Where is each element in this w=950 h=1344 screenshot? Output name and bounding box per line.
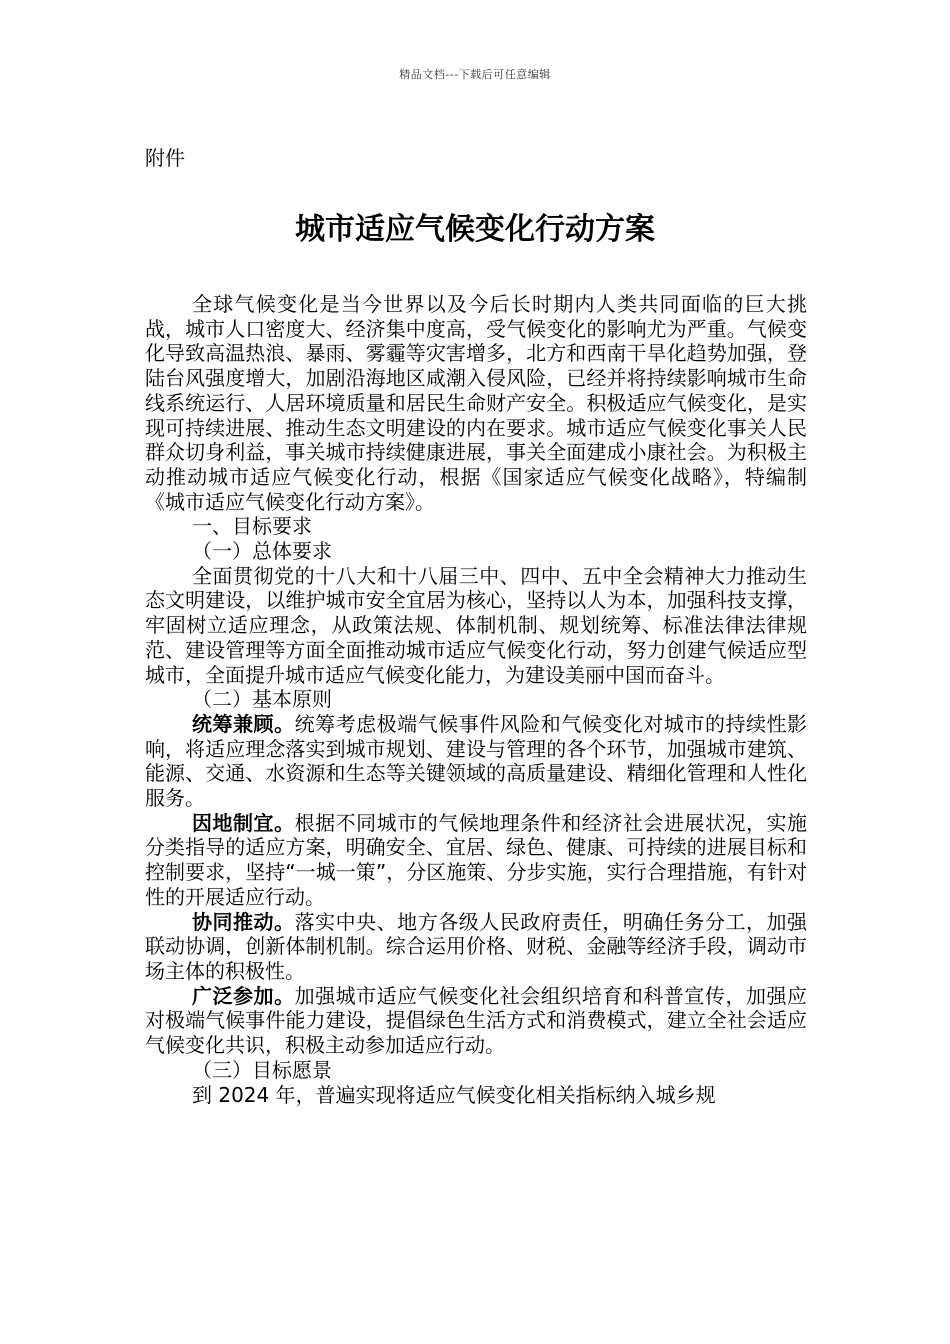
document-body [145,292,807,1107]
paragraph-text: 到 2024 年，普遍实现将适应气候变化相关指标纳入城乡规 [192,1082,716,1107]
paragraph-principle-overall-planning [145,712,807,811]
subsection-heading-principles [145,687,807,712]
paragraph-principle-coordination [145,910,807,984]
subsection-heading-general [145,539,807,564]
paragraph-vision [145,1083,807,1108]
heading-text: （二）基本原则 [192,687,332,712]
heading-text: 一、目标要求 [192,514,312,539]
subsection-heading-vision [145,1058,807,1083]
paragraph-text: 落实中央、地方各级人民政府责任，明确任务分工，加强联动协调，创新体制机制。综合运用价格、财税、金融等经济手段，调动市场主体的积极性。 [145,909,808,983]
principle-lead: 因地制宜。 [192,810,295,835]
paragraph-text: 加强城市适应气候变化社会组织培育和科普宣传，加强应对极端气候事件能力建设，提倡绿色生活方式和消费模式，建立全社会适应气候变化共识，积极主动参加适应行动。 [145,983,808,1058]
principle-lead: 统筹兼顾。 [192,711,295,736]
paragraph-intro [145,292,807,514]
heading-text: （一）总体要求 [192,539,332,564]
document-title: 城市适应气候变化行动方案 [295,212,655,247]
heading-text: （三）目标愿景 [192,1057,332,1082]
paragraph-text: 全面贯彻党的十八大和十八届三中、四中、五中全会精神大力推动生态文明建设，以维护城市安全宜居为核心，坚持以人为本，加强科技支撑，牢固树立适应理念，从政策法规、体制机制、规划统筹、标准法律法律规范、建设管理等方面全面推动城市适应气候变化行动，努力创建气候适应型城市，全面提升城市适应气候变化能力，为建设美丽中国而奋斗。 [145,563,807,687]
principle-lead: 广泛参加。 [192,983,295,1008]
section-heading-goals [145,514,807,539]
page-header-note: 精品文档---下载后可任意编辑 [399,68,551,81]
attachment-label: 附件 [145,146,185,170]
paragraph-text: 根据不同城市的气候地理条件和经济社会进展状况，实施分类指导的适应方案，明确安全、宜居、绿色、健康、可持续的进展目标和控制要求，坚持“一城一策”，分区施策、分步实施，实行合理措施，有针对性的开展适应行动。 [145,810,808,909]
paragraph-text: 统筹考虑极端气候事件风险和气候变化对城市的持续性影响，将适应理念落实到城市规划、建设与管理的各个环节，加强城市建筑、能源、交通、水资源和生态等关键领域的高质量建设、精细化管理和人性化服务。 [145,711,808,811]
paragraph-text: 全球气候变化是当今世界以及今后长时期内人类共同面临的巨大挑战，城市人口密度大、经济集中度高，受气候变化的影响尤为严重。气候变化导致高温热浪、暴雨、雾霾等灾害增多，北方和西南干旱化趋势加强，登陆台风强度增大，加剧沿海地区咸潮入侵风险，已经并将持续影响城市生命线系统运行、人居环境质量和居民生命财产安全。积极适应气候变化，是实现可持续进展、推动生态文明建设的内在要求。城市适应气候变化事关人民群众切身利益，事关城市持续健康进展，事关全面建成小康社会。为积极主动推动城市适应气候变化行动，根据《国家适应气候变化战略》，特编制《城市适应气候变化行动方案》。 [145,292,807,514]
paragraph-principle-local-conditions [145,811,807,910]
paragraph-general-requirements [145,564,807,688]
paragraph-principle-participation [145,984,807,1058]
principle-lead: 协同推动。 [192,909,295,934]
